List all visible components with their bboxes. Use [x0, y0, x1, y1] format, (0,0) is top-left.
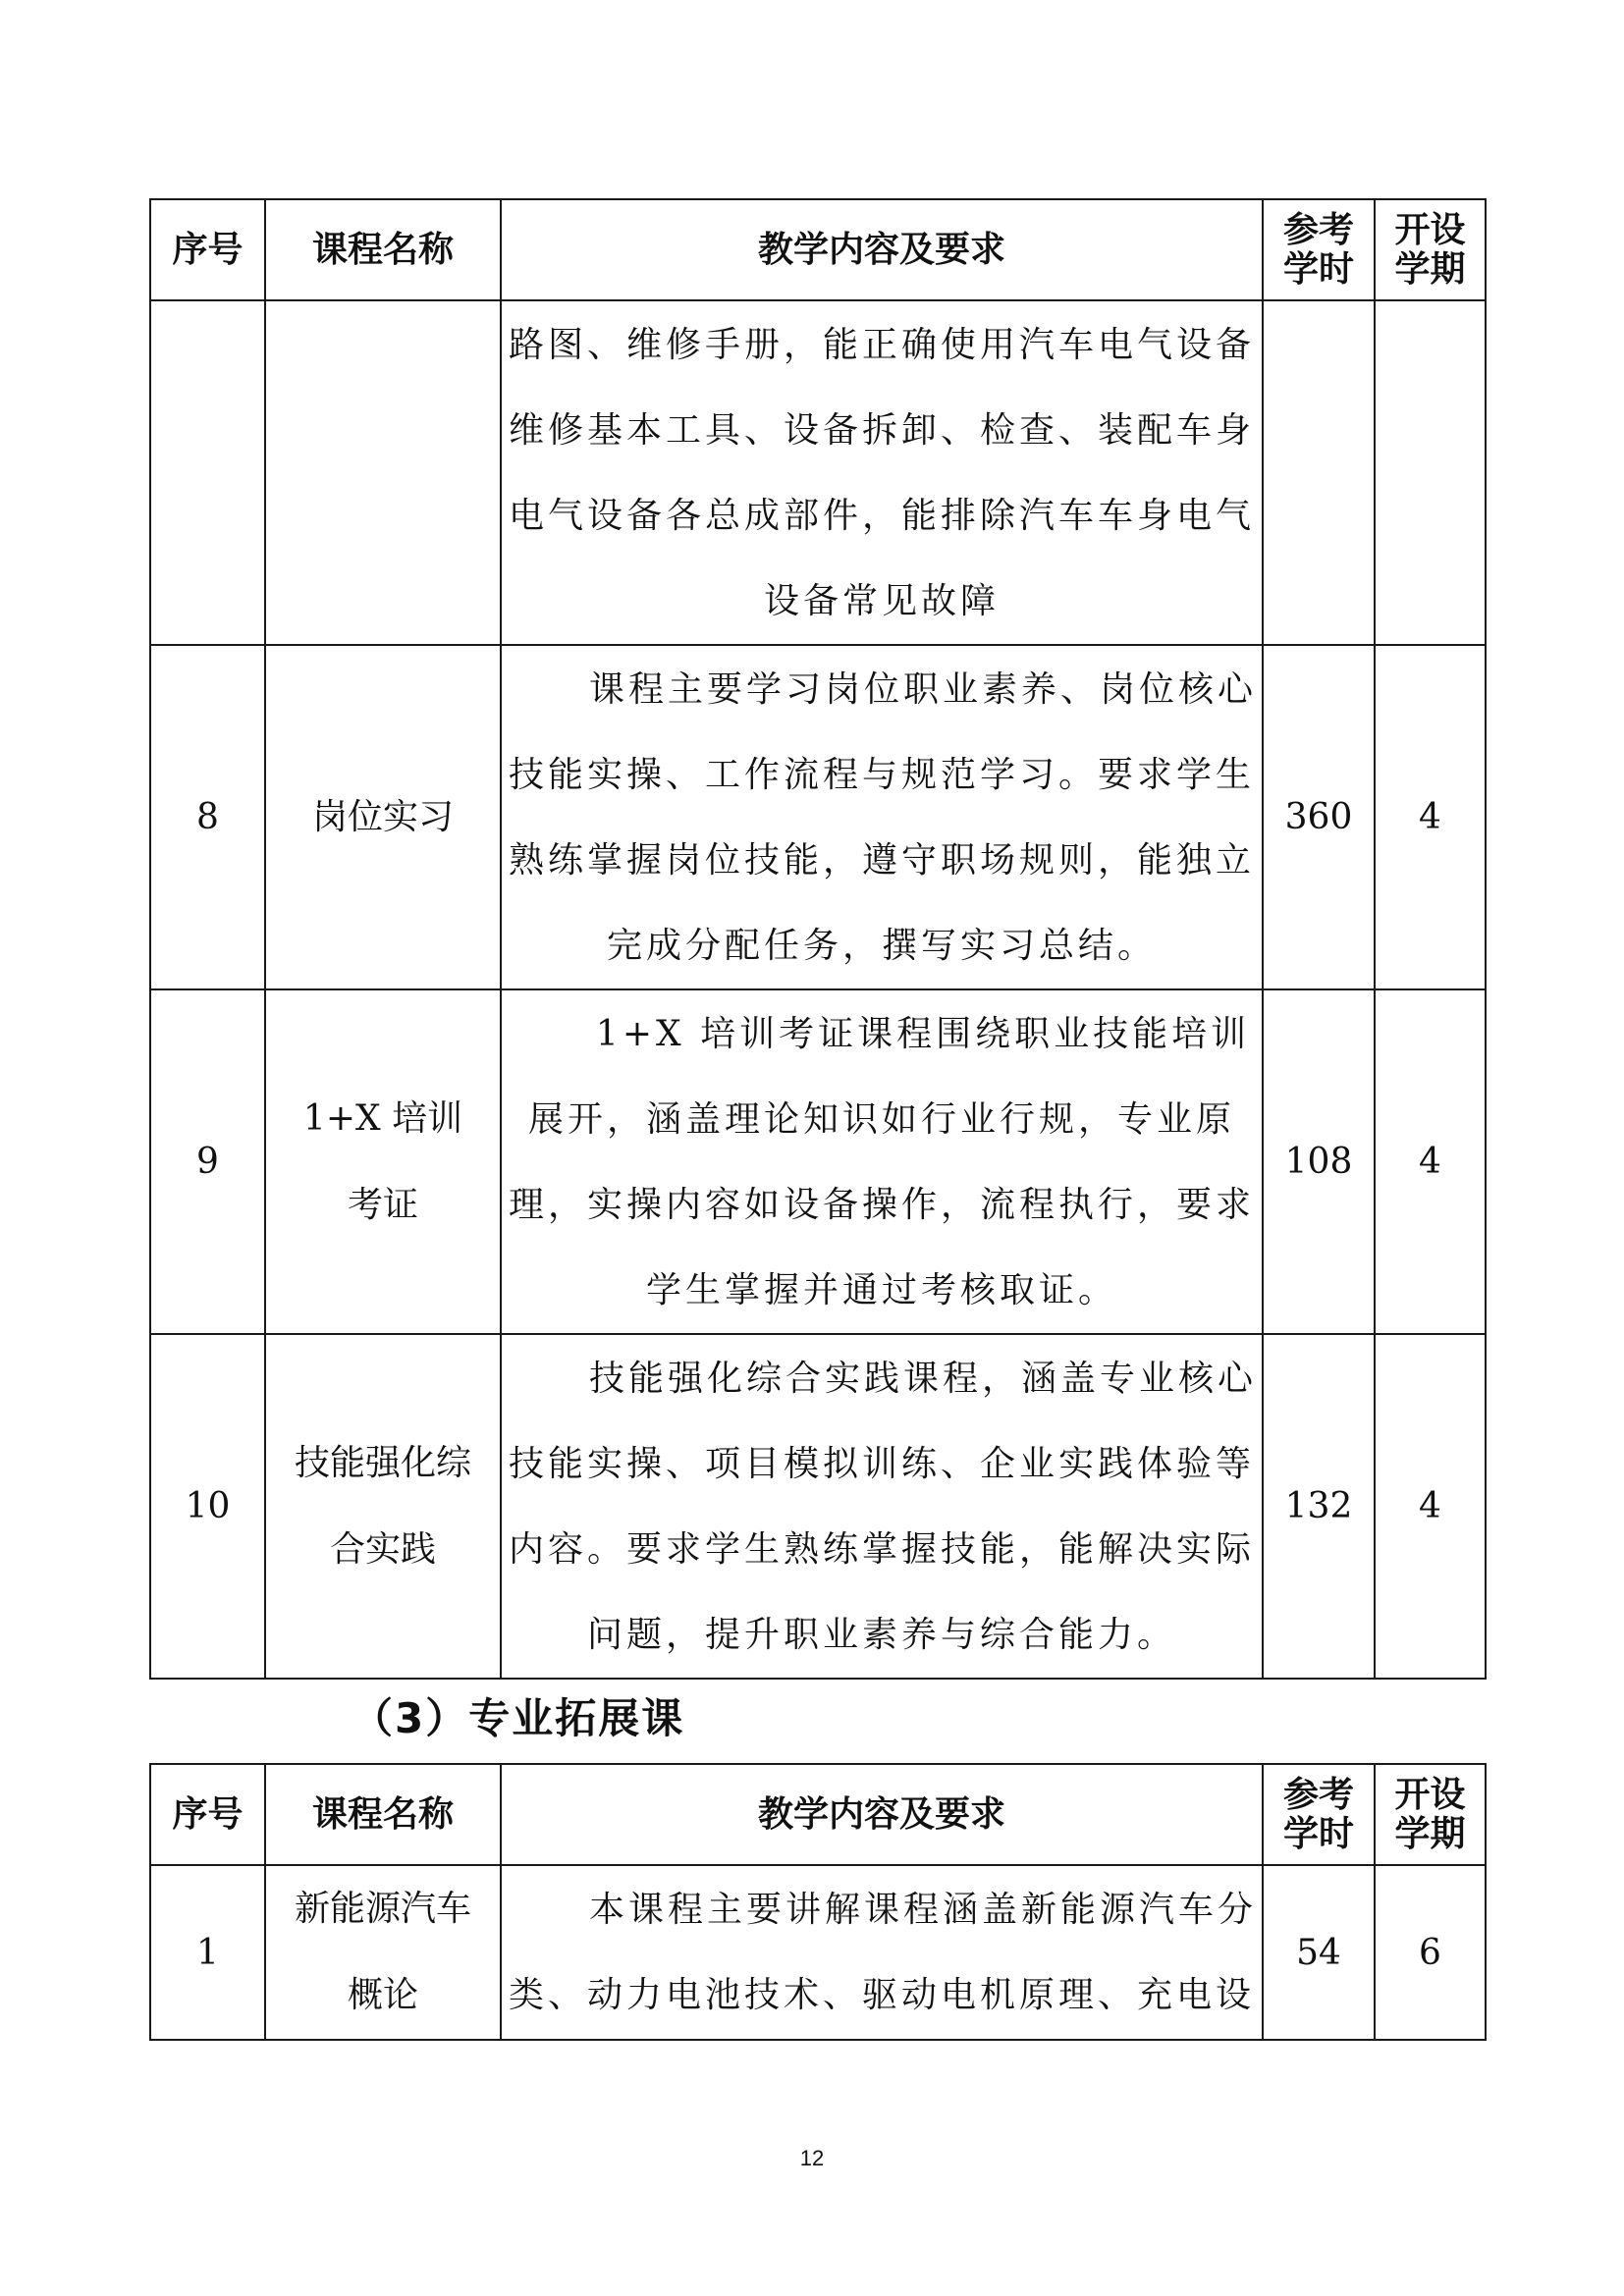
row-course-name: 技能强化综合实践 [265, 1334, 501, 1679]
table-header-row [150, 199, 1486, 300]
row-course-name: 岗位实习 [265, 645, 501, 989]
header-name: 课程名称 [265, 199, 501, 300]
row-hours: 54 [1263, 1865, 1375, 2040]
row-index [150, 300, 265, 645]
row-term: 4 [1375, 989, 1486, 1334]
table-row [150, 645, 1486, 989]
table-header-row [150, 1764, 1486, 1865]
row-hours: 360 [1263, 645, 1375, 989]
row-term [1375, 300, 1486, 645]
row-index: 1 [150, 1865, 265, 2040]
row-hours: 108 [1263, 989, 1375, 1334]
table-row [150, 300, 1486, 645]
table-row [150, 1334, 1486, 1679]
row-course-name [265, 300, 501, 645]
header-hours: 参考 学时 [1263, 1764, 1375, 1865]
table-row [150, 989, 1486, 1334]
row-index: 10 [150, 1334, 265, 1679]
row-content: 课程主要学习岗位职业素养、岗位核心技能实操、工作流程与规范学习。要求学生熟练掌握岗位技能，遵守职场规则，能独立完成分配任务，撰写实习总结。 [501, 645, 1263, 989]
header-term: 开设 学期 [1375, 199, 1486, 300]
row-index: 9 [150, 989, 265, 1334]
row-hours: 132 [1263, 1334, 1375, 1679]
row-term: 6 [1375, 1865, 1486, 2040]
header-term: 开设 学期 [1375, 1764, 1486, 1865]
course-table-extension [149, 1763, 1487, 2041]
header-hours: 参考 学时 [1263, 199, 1375, 300]
row-course-name: 新能源汽车概论 [265, 1865, 501, 2040]
row-term: 4 [1375, 645, 1486, 989]
header-index: 序号 [150, 199, 265, 300]
table-row [150, 1865, 1486, 2040]
header-content: 教学内容及要求 [501, 1764, 1263, 1865]
header-content: 教学内容及要求 [501, 199, 1263, 300]
section-heading: （3）专业拓展课 [352, 1694, 685, 1742]
header-name: 课程名称 [265, 1764, 501, 1865]
course-table-core [149, 198, 1487, 1680]
row-course-name: 1+X 培训考证 [265, 989, 501, 1334]
row-content: 路图、维修手册，能正确使用汽车电气设备维修基本工具、设备拆卸、检查、装配车身电气设备各总成部件，能排除汽车车身电气设备常见故障 [501, 300, 1263, 645]
header-index: 序号 [150, 1764, 265, 1865]
row-content: 1+X 培训考证课程围绕职业技能培训展开，涵盖理论知识如行业行规，专业原理，实操内容如设备操作，流程执行，要求学生掌握并通过考核取证。 [501, 989, 1263, 1334]
row-index: 8 [150, 645, 265, 989]
row-content: 技能强化综合实践课程，涵盖专业核心技能实操、项目模拟训练、企业实践体验等内容。要求学生熟练掌握技能，能解决实际问题，提升职业素养与综合能力。 [501, 1334, 1263, 1679]
row-hours [1263, 300, 1375, 645]
row-content: 本课程主要讲解课程涵盖新能源汽车分类、动力电池技术、驱动电机原理、充电设 [501, 1865, 1263, 2040]
page-number: 12 [799, 2146, 825, 2170]
row-term: 4 [1375, 1334, 1486, 1679]
